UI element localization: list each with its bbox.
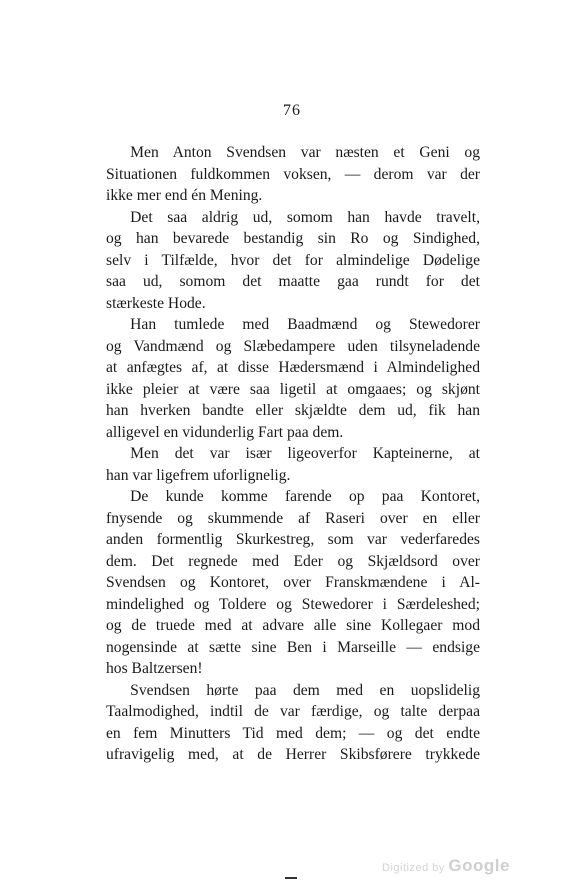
text-line: en fem Minutters Tid med dem; — og det endte [106,724,480,742]
text-line: anden formentlig Skurkestreg, som var vederfaredes [106,531,480,548]
google-watermark [382,856,510,876]
paragraph [106,680,480,766]
text-line: selv i Tilfælde, hvor det for almindelige Dødelige [106,251,480,269]
text-line: mindelighed og Toldere og Stewedorer i Særdeleshed; [106,595,480,613]
text-line: alligevel en vidunderlig Fart paa dem. [106,423,344,441]
text-line: hos Baltzersen! [106,660,203,677]
watermark-prefix: Digitized by [382,862,445,874]
text-line: og Vandmænd og Slæbedampere uden tilsyneladende [106,337,480,355]
text-line: saa ud, somom det maatte gaa rundt for det [106,273,480,290]
text-line: ikke pleier at være saa ligetil at omgaaes; og skjønt [106,380,480,398]
paragraph [106,443,480,486]
footer-dash [285,877,297,879]
text-line: Taalmodighed, indtil de var færdige, og talte derpaa [106,703,480,720]
text-line: dem. Det regnede med Eder og Skjældsord over [106,552,480,570]
text-line: Det saa aldrig ud, somom han havde travelt, [130,208,480,226]
text-line: Han tumlede med Baadmænd og Stewedorer [130,316,480,333]
watermark-brand: Google [448,856,510,875]
text-line: fnysende og skummende af Raseri over en eller [106,509,480,527]
text-line: han hverken bandte eller skjældte dem ud, fik han [106,402,480,419]
text-line: De kunde komme farende op paa Kontoret, [130,488,480,505]
text-line: Svendsen og Kontoret, over Franskmændene i Al- [106,574,480,591]
text-line: Situationen fuldkommen voksen, — derom var der [106,165,480,183]
text-line: nogensinde at sætte sine Ben i Marseille — endsige [106,638,480,656]
paragraph [106,314,480,443]
text-line: og han bevarede bestandig sin Ro og Sindighed, [106,230,480,247]
text-line: han var ligefrem uforlignelig. [106,466,291,484]
text-line: og de truede med at advare alle sine Kollegaer mod [106,617,480,634]
text-line: stærkeste Hode. [106,294,206,312]
text-line: Men Anton Svendsen var næsten et Geni og [130,144,480,161]
paragraph [106,207,480,315]
text-line: ikke mer end én Mening. [106,187,263,204]
text-line: Svendsen hørte paa dem med en uopslidelig [130,681,480,699]
text-line: at anfægtes af, at disse Hædersmænd i Almindelighed [106,359,480,376]
text-line: ufravigelig med, at de Herrer Skibsførere trykkede [106,746,480,763]
body-text [106,142,480,766]
page-number: 76 [283,102,301,119]
text-line: Men det var især ligeoverfor Kapteinerne, at [130,445,480,462]
paragraph [106,486,480,680]
paragraph [106,142,480,207]
